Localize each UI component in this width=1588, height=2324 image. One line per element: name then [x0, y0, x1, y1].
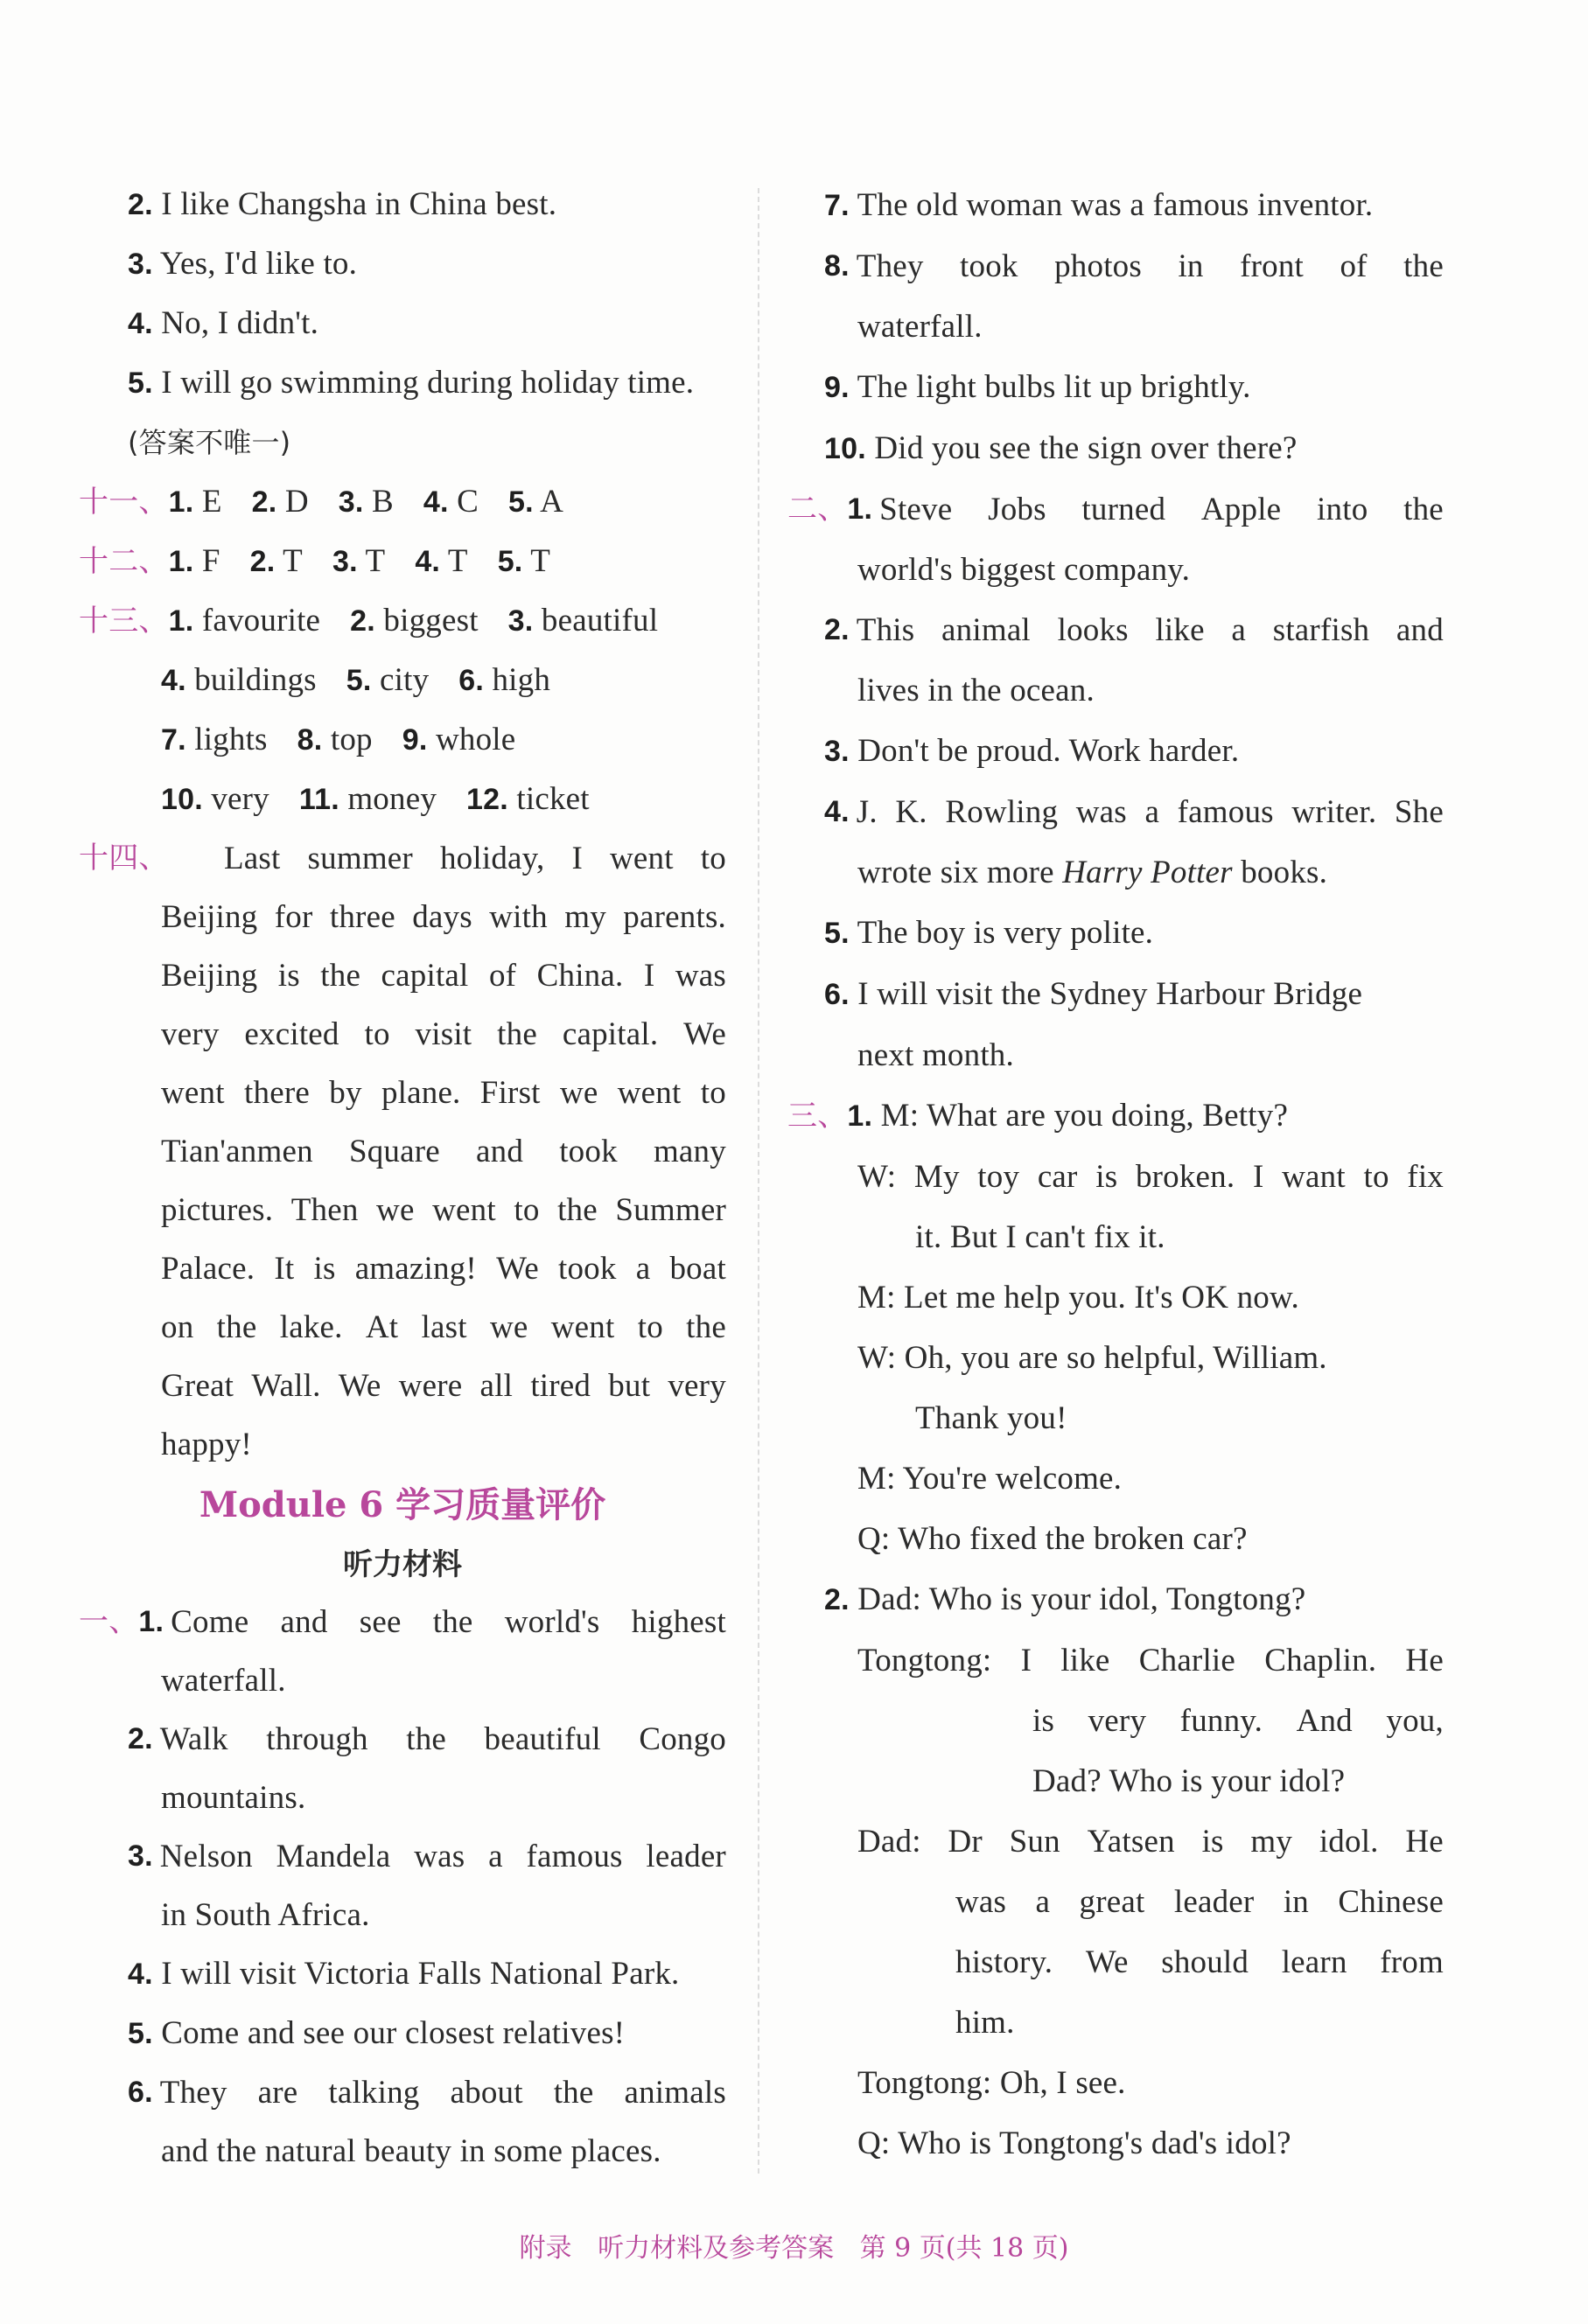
section-2-item-1: 二、 1. Steve Jobs turned Apple into the — [787, 479, 1444, 540]
word: Charlie — [1138, 1643, 1236, 1678]
answer-number: 2. — [249, 545, 276, 578]
word: He — [1405, 1643, 1444, 1678]
word: I — [643, 958, 655, 994]
word: writer. — [1291, 794, 1377, 830]
word: with — [489, 899, 548, 935]
answer-value: favourite — [193, 603, 321, 639]
answer-number: 2. — [350, 604, 375, 638]
answer-number: 9. — [402, 723, 428, 757]
word: At — [365, 1309, 399, 1345]
word: but — [608, 1368, 651, 1404]
word: Summer — [615, 1192, 726, 1228]
dialog-line: Thank you! — [915, 1400, 1067, 1436]
word: highest — [631, 1604, 726, 1640]
word: China. — [536, 958, 624, 994]
word: a — [1035, 1884, 1051, 1920]
word: summer — [307, 841, 413, 876]
section-1-item-10: 10. Did you see the sign over there? — [824, 430, 1298, 466]
word: excited — [244, 1016, 339, 1052]
word: of — [488, 958, 517, 994]
footer-page: 第 9 页(共 18 页) — [859, 2233, 1069, 2264]
word: holiday, — [439, 841, 545, 876]
word: Dad: — [857, 1824, 921, 1860]
answer-note: (答案不唯一) — [128, 426, 291, 459]
word: looks — [1057, 612, 1129, 648]
word: the — [1403, 248, 1444, 284]
answer-number: 5. — [497, 545, 523, 578]
word: animal — [941, 612, 1031, 648]
word: see — [359, 1604, 402, 1640]
word: of — [1340, 248, 1368, 284]
answer-value: T — [440, 543, 468, 579]
word: First — [479, 1075, 541, 1111]
word: We — [338, 1368, 381, 1404]
word: I — [1252, 1159, 1264, 1195]
word: Dr — [948, 1824, 983, 1860]
section-1-item-1: 一、 1. Come and see the world's highest — [79, 1593, 726, 1651]
word: to — [1363, 1159, 1389, 1195]
word: the — [320, 958, 361, 994]
word: a — [1231, 612, 1247, 648]
word: a — [488, 1839, 503, 1874]
word: It — [274, 1251, 295, 1287]
word: in — [1178, 248, 1204, 284]
word: plane. — [381, 1075, 461, 1111]
section-1-item-3: 3. Nelson Mandela was a famous leader — [79, 1827, 726, 1886]
word: is — [277, 958, 300, 994]
word: was — [955, 1884, 1007, 1920]
word: the — [497, 1016, 537, 1052]
answer-value: A — [533, 484, 564, 520]
word: pictures. — [161, 1192, 274, 1228]
answer-number: 1. — [168, 485, 194, 519]
word: and — [476, 1134, 524, 1169]
word: went — [550, 1309, 615, 1345]
answer-number: 8. — [297, 723, 323, 757]
word: very — [161, 1016, 220, 1052]
section-1-item-2: 2. Walk through the beautiful Congo — [79, 1710, 726, 1769]
answer-number: 10. — [161, 783, 203, 816]
word: Wall. — [251, 1368, 321, 1404]
word: tired — [530, 1368, 591, 1404]
word: went — [610, 841, 674, 876]
word: K. — [895, 794, 927, 830]
continuation: and the natural beauty in some places. — [161, 2133, 661, 2169]
answer-number: 4. — [161, 664, 186, 697]
word: capital. — [562, 1016, 659, 1052]
word: is — [313, 1251, 336, 1287]
word: Beijing — [161, 899, 258, 935]
answer-number: 3. — [332, 545, 358, 578]
word: fix — [1407, 1159, 1444, 1195]
answer-number: 12. — [466, 783, 508, 816]
word: My — [913, 1159, 960, 1195]
essay-line — [79, 1298, 726, 1357]
dialog-line — [787, 1872, 1444, 1932]
word: there — [244, 1075, 310, 1111]
word: great — [1079, 1884, 1145, 1920]
word: broken. — [1135, 1159, 1235, 1195]
answer-value: C — [448, 484, 479, 520]
word: animals — [624, 2075, 726, 2111]
right-column — [787, 175, 1444, 2174]
word: He — [1405, 1824, 1444, 1860]
section-3-dialog-2: 2. Dad: Who is your idol, Tongtong? — [824, 1581, 1306, 1617]
dialog-line: it. But I can't fix it. — [915, 1219, 1165, 1255]
word: for — [274, 899, 313, 935]
word: Steve — [879, 492, 953, 527]
word: went — [432, 1192, 496, 1228]
essay-line — [79, 1064, 726, 1122]
word: was — [675, 958, 726, 994]
word: Nelson — [159, 1839, 253, 1874]
section-1-item-4: 4. I will visit Victoria Falls National Park. — [128, 1956, 680, 1992]
word: the — [432, 1604, 473, 1640]
essay-line — [79, 1122, 726, 1181]
word: on — [161, 1309, 194, 1345]
word: should — [1161, 1944, 1249, 1980]
word: and — [280, 1604, 328, 1640]
answer-value: top — [322, 722, 373, 757]
essay-words — [161, 1357, 726, 1415]
word: by — [329, 1075, 362, 1111]
word: is — [1201, 1824, 1224, 1860]
answer-value: T — [275, 543, 303, 579]
module-title: Module 6 学习质量评价 — [199, 1484, 606, 1525]
word: the — [553, 2075, 594, 2111]
word: want — [1282, 1159, 1346, 1195]
word: I — [571, 841, 583, 876]
answer-number: 11. — [298, 783, 339, 816]
dialog-line — [787, 1811, 1444, 1872]
essay-words — [161, 1064, 726, 1122]
answer-value: D — [276, 484, 309, 520]
word: took — [559, 1134, 618, 1169]
word: were — [398, 1368, 463, 1404]
word: very — [668, 1368, 726, 1404]
word: like — [1060, 1643, 1110, 1678]
answer-number: 3. — [507, 604, 534, 638]
section-13-row — [79, 710, 726, 770]
section-1-item-9: 9. The light bulbs lit up brightly. — [824, 369, 1251, 405]
word: She — [1394, 794, 1444, 830]
word: idol. — [1319, 1824, 1379, 1860]
word: days — [412, 899, 472, 935]
word: Chaplin. — [1264, 1643, 1377, 1678]
section-13: 十三、1. favourite 2. biggest 3. beautiful — [79, 603, 659, 639]
answer-value: E — [193, 484, 222, 520]
word: Walk — [159, 1721, 228, 1757]
dialog-question: Q: Who is Tongtong's dad's idol? — [857, 2125, 1291, 2161]
word: starfish — [1272, 612, 1370, 648]
word: history. — [955, 1944, 1053, 1980]
answer-value: city — [371, 662, 430, 698]
section-12: 十二、1. F 2. T 3. T 4. T 5. T — [79, 543, 551, 579]
word: Beijing — [161, 958, 258, 994]
word: took — [557, 1251, 617, 1287]
word: talking — [328, 2075, 420, 2111]
answer-value: B — [363, 484, 394, 520]
essay-line: happy! — [161, 1427, 252, 1462]
word: Tongtong: — [857, 1643, 992, 1678]
section-13-row — [79, 770, 726, 829]
word: the — [406, 1721, 447, 1757]
word: a — [1144, 794, 1160, 830]
word: you, — [1386, 1703, 1444, 1739]
dialog-line: Tongtong: Oh, I see. — [857, 2065, 1126, 2101]
word: front — [1240, 248, 1305, 284]
word: beautiful — [484, 1721, 601, 1757]
word: my — [564, 899, 606, 935]
continuation: world's biggest company. — [857, 552, 1191, 588]
word: Square — [348, 1134, 440, 1169]
footer-appendix: 附录 — [519, 2233, 572, 2264]
word: Last — [224, 841, 281, 876]
word: They — [856, 248, 924, 284]
word: we — [559, 1075, 598, 1111]
word: boat — [669, 1251, 726, 1287]
word: famous — [526, 1839, 623, 1874]
section-1-item-5: 5. Come and see our closest relatives! — [128, 2015, 626, 2051]
word: leader — [1173, 1884, 1255, 1920]
word: I — [1020, 1643, 1032, 1678]
word: Rowling — [945, 794, 1059, 830]
answer-line: 5. I will go swimming during holiday time. — [128, 365, 695, 401]
word: Sun — [1009, 1824, 1060, 1860]
dialog-question: Q: Who fixed the broken car? — [857, 1521, 1248, 1557]
word: about — [450, 2075, 523, 2111]
section-1-item-7: 7. The old woman was a famous inventor. — [824, 187, 1374, 223]
essay-line — [79, 1357, 726, 1415]
word: three — [329, 899, 395, 935]
continuation: next month. — [857, 1037, 1014, 1073]
essay-words — [161, 946, 726, 1005]
dialog-line: M: Let me help you. It's OK now. — [857, 1280, 1299, 1316]
left-column — [79, 175, 726, 2181]
essay-line — [79, 888, 726, 946]
word: lake. — [279, 1309, 343, 1345]
continuation: lives in the ocean. — [857, 673, 1095, 708]
answer-value: very — [202, 781, 269, 817]
dialog-line — [787, 1147, 1444, 1207]
word: last — [421, 1309, 467, 1345]
section-2-item-4: 4. J. K. Rowling was a famous writer. She — [787, 782, 1444, 842]
word: J. — [856, 794, 878, 830]
section-2-item-2: 2. This animal looks like a starfish and — [787, 600, 1444, 660]
word: in — [1283, 1884, 1309, 1920]
page-footer — [0, 2226, 1588, 2265]
word: very — [1088, 1703, 1147, 1739]
answer-number: 6. — [458, 664, 485, 697]
answer-line: 2. I like Changsha in China best. — [128, 186, 557, 222]
answer-value: high — [484, 662, 551, 698]
word: went — [161, 1075, 225, 1111]
continuation: wrote six more Harry Potter books. — [857, 855, 1328, 890]
essay-line — [79, 1181, 726, 1239]
word: This — [856, 612, 915, 648]
section-1-item-6: 6. They are talking about the animals — [79, 2063, 726, 2122]
word: to — [514, 1192, 540, 1228]
essay-line — [79, 1005, 726, 1064]
word: to — [364, 1016, 390, 1052]
word: the — [1403, 492, 1444, 527]
essay-words — [161, 888, 726, 946]
word: is — [1032, 1703, 1055, 1739]
word: photos — [1054, 248, 1142, 284]
word: Congo — [639, 1721, 726, 1757]
answer-line: 4. No, I didn't. — [128, 305, 319, 341]
word: like — [1155, 612, 1205, 648]
word: many — [653, 1134, 726, 1169]
essay-words — [161, 1122, 726, 1181]
dialog-line: Dad? Who is your idol? — [1032, 1763, 1346, 1799]
answer-number: 3. — [338, 485, 364, 519]
word: visit — [415, 1016, 472, 1052]
section-2-item-6: 6. I will visit the Sydney Harbour Bridge — [824, 976, 1363, 1012]
dialog-line — [787, 1630, 1444, 1691]
answer-value: F — [193, 543, 220, 579]
word: parents. — [623, 899, 726, 935]
word: car — [1037, 1159, 1078, 1195]
answer-number: 5. — [508, 485, 534, 519]
word: went — [617, 1075, 682, 1111]
answer-number: 1. — [168, 604, 194, 638]
word: Come — [171, 1604, 249, 1640]
continuation: waterfall. — [857, 309, 983, 345]
answer-value: ticket — [507, 781, 590, 817]
dialog-line: M: You're welcome. — [857, 1461, 1123, 1497]
dialog-line: W: Oh, you are so helpful, William. — [857, 1340, 1327, 1376]
footer-title: 听力材料及参考答案 — [598, 2233, 835, 2264]
essay-words — [161, 1181, 726, 1239]
answer-number: 4. — [415, 545, 441, 578]
answer-number: 5. — [346, 664, 372, 697]
section-1-item-8: 8. They took photos in front of the — [787, 236, 1444, 297]
word: and — [1396, 612, 1444, 648]
column-divider — [758, 188, 759, 2174]
essay-line — [79, 946, 726, 1005]
listening-title: 听力材料 — [343, 1547, 462, 1582]
essay-words — [161, 1005, 726, 1064]
section-3-dialog-1: 三、1. M: What are you doing, Betty? — [787, 1098, 1289, 1134]
word: Apple — [1200, 492, 1282, 527]
word: Chinese — [1338, 1884, 1444, 1920]
word: They — [159, 2075, 227, 2111]
word: turned — [1081, 492, 1166, 527]
word: all — [479, 1368, 514, 1404]
word: the — [686, 1309, 726, 1345]
answer-number: 4. — [423, 485, 449, 519]
answer-number: 7. — [161, 723, 186, 757]
answer-value: whole — [427, 722, 516, 757]
word: a — [635, 1251, 651, 1287]
word: the — [557, 1192, 598, 1228]
word: We — [683, 1016, 726, 1052]
word: We — [1085, 1944, 1129, 1980]
word: Jobs — [988, 492, 1046, 527]
word: through — [266, 1721, 368, 1757]
word: we — [489, 1309, 528, 1345]
answer-value: biggest — [374, 603, 479, 639]
answer-number: 2. — [251, 485, 277, 519]
word: toy — [977, 1159, 1020, 1195]
word: the — [216, 1309, 257, 1345]
answer-value: lights — [185, 722, 268, 757]
section-2-item-3: 3. Don't be proud. Work harder. — [824, 733, 1240, 769]
word: capital — [381, 958, 469, 994]
answer-value: T — [357, 543, 386, 579]
word: Mandela — [276, 1839, 391, 1874]
word: are — [257, 2075, 298, 2111]
word: to — [700, 1075, 726, 1111]
dialog-line — [787, 1932, 1444, 1992]
answer-value: T — [522, 543, 551, 579]
continuation: waterfall. — [161, 1663, 286, 1699]
word: my — [1250, 1824, 1293, 1860]
essay-words — [161, 1239, 726, 1298]
word: Tian'anmen — [161, 1134, 313, 1169]
word: to — [637, 1309, 663, 1345]
continuation: mountains. — [161, 1780, 306, 1816]
section-13-row — [79, 651, 726, 710]
answer-value: buildings — [185, 662, 317, 698]
word: was — [1075, 794, 1127, 830]
essay-words — [161, 1298, 726, 1357]
word: leader — [646, 1839, 726, 1874]
word: to — [700, 841, 726, 876]
answer-number: 1. — [168, 545, 194, 578]
word: W: — [857, 1159, 897, 1195]
dialog-line: him. — [955, 2005, 1015, 2041]
word: is — [1095, 1159, 1118, 1195]
word: we — [376, 1192, 415, 1228]
word: from — [1380, 1944, 1444, 1980]
word: took — [960, 248, 1018, 284]
word: And — [1296, 1703, 1353, 1739]
word: world's — [504, 1604, 600, 1640]
answer-value: beautiful — [533, 603, 659, 639]
word: learn — [1281, 1944, 1347, 1980]
word: Palace. — [161, 1251, 255, 1287]
word: was — [414, 1839, 465, 1874]
section-14: 十四、 Last summer holiday, I went to — [79, 829, 726, 888]
answer-line: 3. Yes, I'd like to. — [128, 246, 358, 282]
dialog-line — [787, 1691, 1444, 1751]
continuation: in South Africa. — [161, 1897, 370, 1933]
word: famous — [1177, 794, 1274, 830]
word: Yatsen — [1087, 1824, 1175, 1860]
essay-line — [79, 1239, 726, 1298]
word: We — [496, 1251, 539, 1287]
word: Then — [290, 1192, 359, 1228]
word: funny. — [1179, 1703, 1263, 1739]
section-11: 十一、1. E 2. D 3. B 4. C 5. A — [79, 484, 564, 520]
word: Great — [161, 1368, 234, 1404]
word: amazing! — [354, 1251, 477, 1287]
section-2-item-5: 5. The boy is very polite. — [824, 915, 1154, 951]
word: into — [1317, 492, 1368, 527]
answer-value: money — [339, 781, 437, 817]
